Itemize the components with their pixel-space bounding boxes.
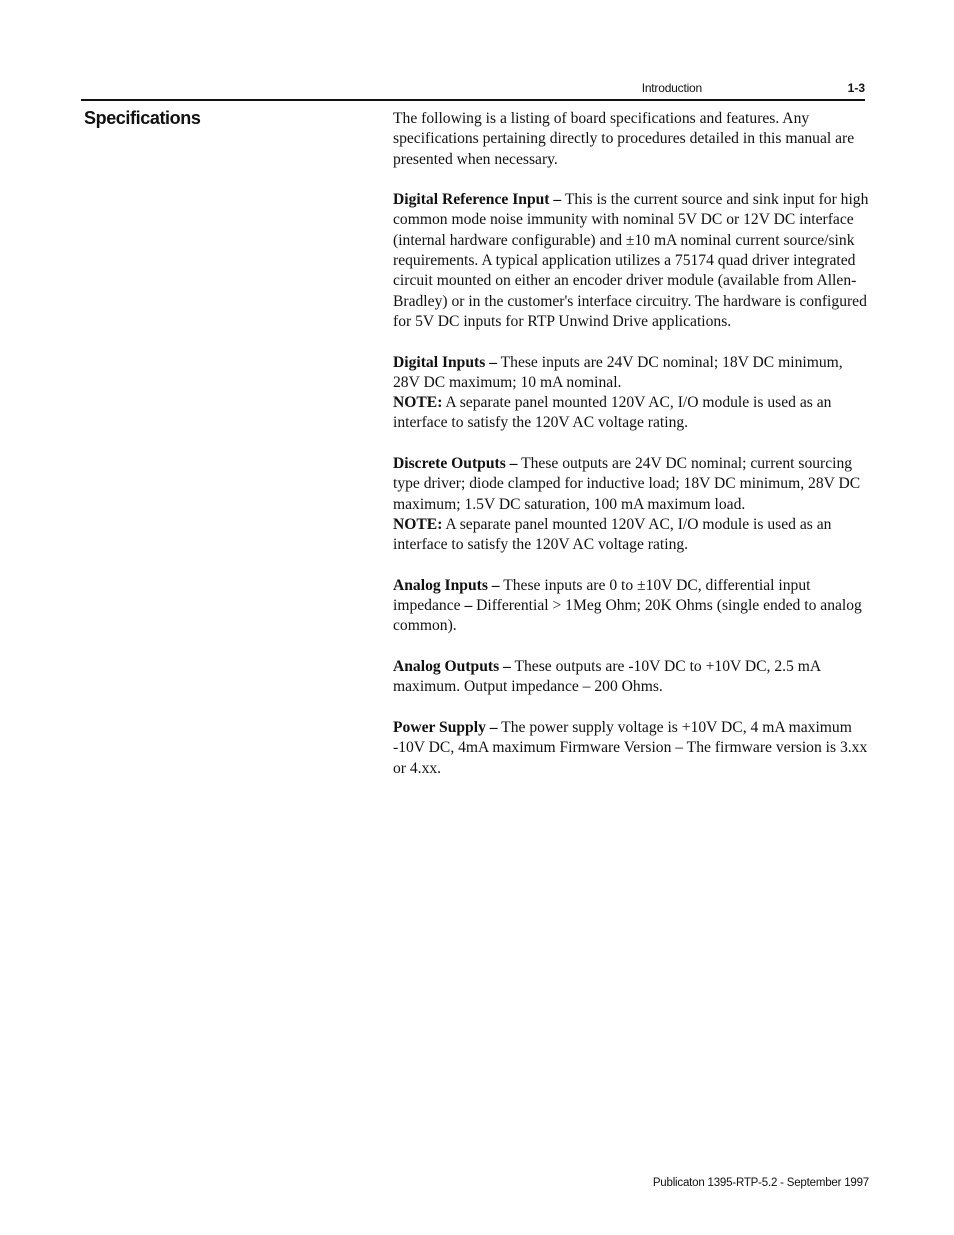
spec-analog-inputs (393, 576, 869, 637)
spec-label: Power Supply – (393, 718, 498, 736)
note-text: A separate panel mounted 120V AC, I/O module is used as an interface to satisfy the 120V AC voltage rating. (393, 515, 832, 554)
spec-digital-inputs-note (393, 393, 869, 434)
header-rule (81, 99, 865, 101)
note-label: NOTE: (393, 394, 443, 412)
spec-text: These inputs are 24V DC nominal; 18V DC minimum, 28V DC maximum; 10 mA nominal. (393, 353, 843, 391)
spec-discrete-outputs-note (393, 515, 869, 556)
spec-digital-inputs (393, 353, 869, 394)
running-header (81, 80, 865, 99)
spec-text: This is the current source and sink input for high common mode noise immunity with nominal 5V DC or 12V DC interface (internal hardware configurable) and ±10 mA nominal current source/sink requirements. A typical application utilizes a 75174 quad driver integrated circuit mounted on either an encoder driver module (available from Allen-Bradley) or in the customer's interface circuitry. The hardware is configured for 5V DC inputs for RTP Unwind Drive applications. (393, 191, 869, 330)
spec-label: Analog Inputs – (393, 576, 500, 594)
spec-text: Differential > 1Meg Ohm; 20K Ohms (single ended to analog common). (393, 597, 862, 635)
spec-label: Discrete Outputs – (393, 455, 518, 473)
spec-discrete-outputs (393, 454, 869, 515)
spec-label: Digital Inputs – (393, 353, 497, 371)
intro-paragraph: The following is a listing of board specifications and features. Any specifications pertaining directly to procedures detailed in this manual are presented when necessary. (393, 110, 855, 168)
spec-text: These inputs are 0 to ±10V DC, differential input impedance (393, 576, 811, 615)
spec-text: These outputs are -10V DC to +10V DC, 2.5 mA maximum. Output impedance – 200 Ohms. (393, 658, 821, 696)
header-page-number: 1-3 (847, 81, 865, 95)
publication-footer: Publicaton 1395-RTP-5.2 - September 1997 (652, 1177, 869, 1189)
header-section-name: Introduction (641, 81, 702, 95)
spec-label: Digital Reference Input – (393, 191, 562, 209)
spec-text: These outputs are 24V DC nominal; current sourcing type driver; diode clamped for inductive load; 18V DC minimum, 28V DC maximum; 1.5V DC saturation, 100 mA maximum load. (393, 455, 861, 513)
spec-label: Analog Outputs – (393, 658, 511, 676)
note-label: NOTE: (393, 515, 443, 533)
spec-power-supply (393, 718, 869, 779)
spec-digital-reference-input (393, 190, 869, 332)
spec-text: The power supply voltage is +10V DC, 4 mA maximum -10V DC, 4mA maximum Firmware Version – The firmware version is 3.xx or 4.xx. (393, 718, 868, 777)
note-text: A separate panel mounted 120V AC, I/O module is used as an interface to satisfy the 120V AC voltage rating. (393, 394, 832, 432)
body-column (393, 109, 869, 799)
spec-analog-outputs (393, 657, 869, 698)
section-title: Specifications (84, 108, 201, 128)
spec-dash: – (464, 597, 473, 615)
